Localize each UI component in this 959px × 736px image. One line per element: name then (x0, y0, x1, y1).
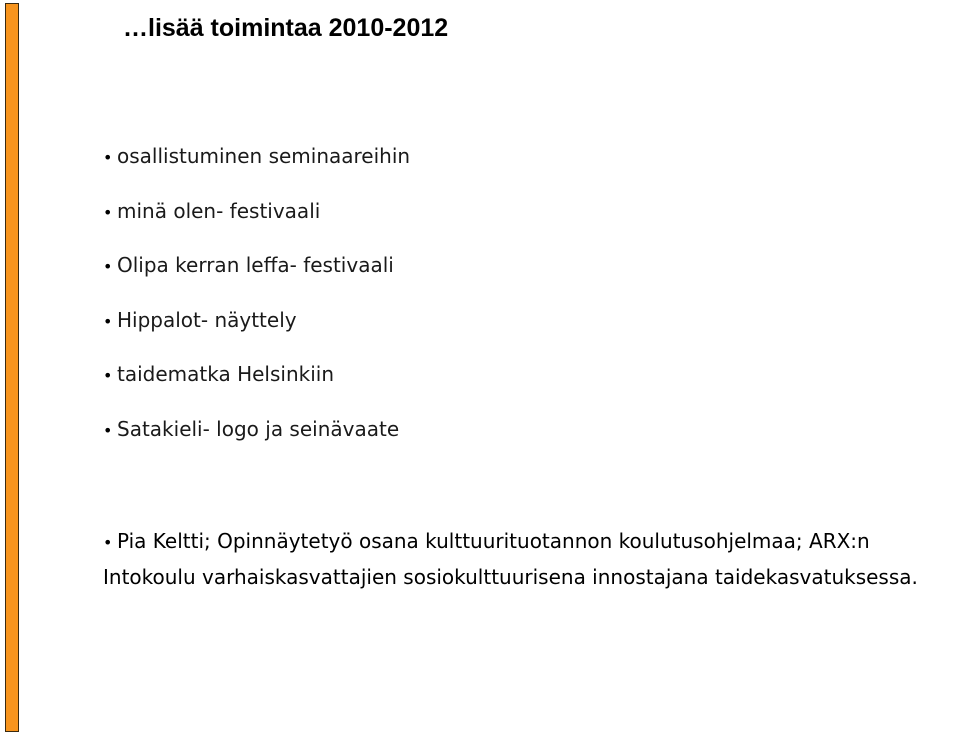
slide-title: …lisää toimintaa 2010-2012 (123, 14, 449, 42)
bullet-dot-icon: • (103, 366, 113, 385)
bullet-dot-icon: • (103, 311, 113, 331)
list-item-text: taidematka Helsinkiin (117, 362, 335, 386)
list-item (103, 253, 410, 308)
list-item (103, 417, 410, 472)
list-item-text: Hippalot- näyttely (117, 307, 297, 332)
list-item-text: osallistuminen seminaareihin (117, 144, 411, 168)
bullet-dot-icon: • (103, 420, 113, 440)
bullet-dot-icon: • (103, 257, 113, 276)
credit-note-text: Pia Keltti; Opinnäytetyö osana kulttuurituotannon koulutusohjelmaa; ARX:n Intokoulu varhaiskasvattajien sosiokulttuurisena innostajana taidekasvatuksessa. (103, 529, 918, 589)
bullet-dot-icon: • (103, 148, 113, 167)
list-item-text: Olipa kerran leffa- festivaali (117, 253, 394, 277)
list-item (103, 362, 410, 417)
list-item-text: minä olen- festivaali (117, 198, 321, 223)
credit-note (103, 524, 953, 594)
accent-bar (5, 3, 19, 732)
bullet-dot-icon: • (103, 533, 113, 552)
list-item-text: Satakieli- logo ja seinävaate (117, 416, 400, 441)
list-item (103, 199, 410, 254)
list-item (103, 144, 410, 199)
bullet-dot-icon: • (103, 202, 113, 222)
list-item (103, 308, 410, 363)
bullet-list (103, 144, 410, 471)
